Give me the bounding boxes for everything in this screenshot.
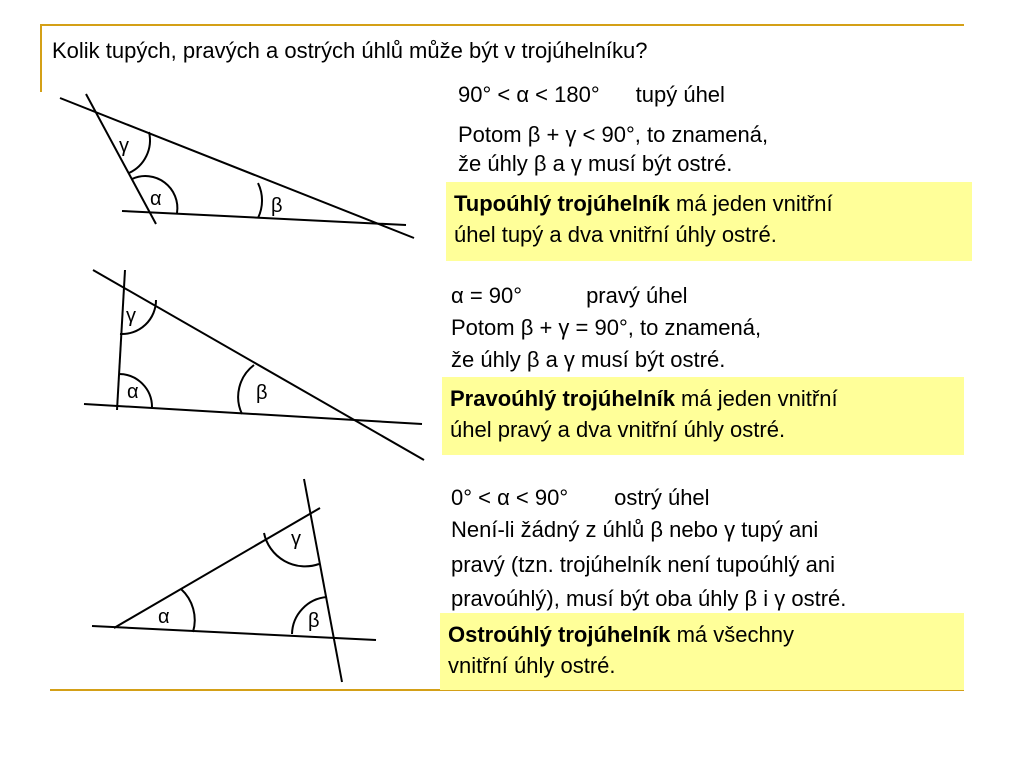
right-definition-rest: má jeden vnitřní: [674, 386, 838, 411]
acute-line-1: [114, 508, 320, 628]
right-explanation-2: že úhly β a γ musí být ostré.: [451, 347, 726, 372]
right-explanation-1: Potom β + γ = 90°, to znamená,: [451, 315, 762, 340]
obtuse-definition-line2: úhel tupý a dva vnitřní úhly ostré.: [454, 222, 777, 247]
acute-condition-name: ostrý úhel: [614, 485, 710, 510]
acute-definition-line2: vnitřní úhly ostré.: [448, 653, 616, 678]
right-arc-beta: [238, 365, 254, 414]
obtuse-definition-term: Tupoúhlý trojúhelník: [454, 191, 670, 216]
acute-gamma-label: γ: [291, 528, 301, 550]
acute-explanation-2: pravý (tzn. trojúhelník není tupoúhlý ani: [451, 552, 836, 577]
obtuse-beta-label: β: [271, 195, 283, 217]
obtuse-condition-name: tupý úhel: [635, 82, 725, 107]
right-line-2: [117, 270, 125, 410]
obtuse-explanation-1: Potom β + γ < 90°, to znamená,: [458, 122, 769, 147]
acute-explanation-3: pravoúhlý), musí být oba úhly β i γ ostré.: [451, 586, 847, 611]
right-condition: α = 90°: [451, 283, 523, 308]
acute-definition-rest: má všechny: [670, 622, 794, 647]
slide-title: Kolik tupých, pravých a ostrých úhlů může být v trojúhelníku?: [52, 38, 648, 63]
obtuse-explanation-2: že úhly β a γ musí být ostré.: [458, 151, 733, 176]
right-line-1: [93, 270, 424, 460]
acute-arc-alpha: [181, 589, 195, 632]
obtuse-definition-rest: má jeden vnitřní: [669, 191, 833, 216]
right-line-3: [84, 404, 422, 424]
acute-explanation-1: Není-li žádný z úhlů β nebo γ tupý ani: [451, 517, 819, 542]
acute-condition-row: [451, 483, 710, 512]
obtuse-arc-gamma: [129, 132, 150, 173]
acute-line-2: [304, 479, 342, 682]
right-condition-row: [451, 281, 688, 310]
right-gamma-label: γ: [126, 305, 136, 327]
acute-definition-box: [440, 613, 964, 690]
right-definition-box: [442, 377, 964, 455]
obtuse-gamma-label: γ: [119, 135, 129, 157]
right-definition-term: Pravoúhlý trojúhelník: [450, 386, 675, 411]
right-alpha-label: α: [127, 381, 139, 403]
obtuse-alpha-label: α: [150, 188, 162, 210]
obtuse-condition: 90° < α < 180°: [458, 82, 600, 107]
acute-condition: 0° < α < 90°: [451, 485, 569, 510]
obtuse-arc-beta: [258, 183, 262, 218]
acute-alpha-label: α: [158, 606, 170, 628]
right-condition-name: pravý úhel: [586, 283, 688, 308]
acute-definition-term: Ostroúhlý trojúhelník: [448, 622, 671, 647]
right-beta-label: β: [256, 382, 268, 404]
obtuse-condition-row: [458, 80, 725, 109]
right-definition-line2: úhel pravý a dva vnitřní úhly ostré.: [450, 417, 786, 442]
acute-beta-label: β: [308, 610, 320, 632]
obtuse-definition-box: [446, 182, 972, 261]
